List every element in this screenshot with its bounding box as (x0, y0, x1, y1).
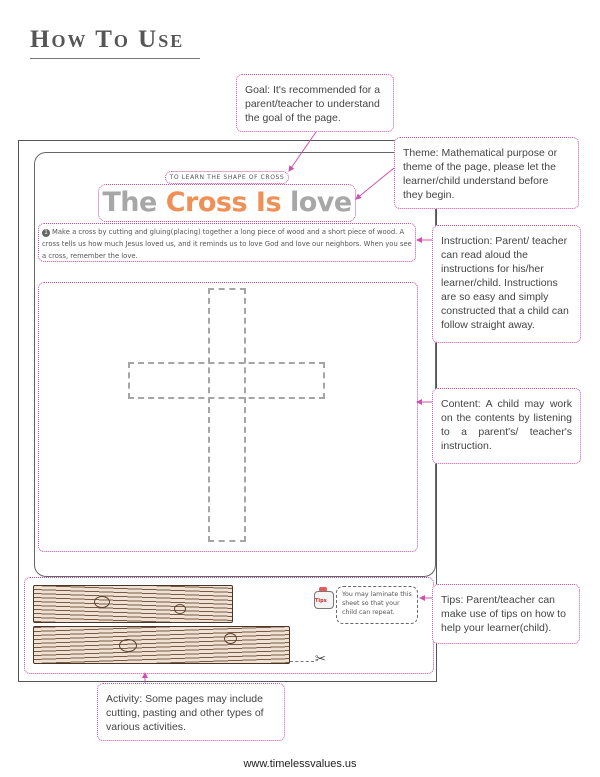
wood-knot (174, 604, 186, 614)
callout-activity: Activity: Some pages may include cutting, pasting and other types of various activities. (97, 683, 285, 741)
title-word-is: Is (255, 187, 282, 218)
callout-goal: Goal: It's recommended for a parent/teacher to understand the goal of the page. (236, 74, 394, 132)
wood-knot (224, 633, 237, 644)
numbered-bullet-icon: 1 (42, 229, 50, 237)
page-heading: How To Use (30, 26, 185, 53)
callout-tips: Tips: Parent/teacher can make use of tips on how to help your learner(child). (432, 584, 580, 644)
tips-icon-label: Tips (315, 598, 327, 604)
wood-knot (119, 639, 137, 652)
long-wood-piece[interactable] (33, 626, 290, 664)
title-word-love: love (289, 187, 352, 218)
title-word-the: The (102, 187, 157, 218)
callout-instruction: Instruction: Parent/ teacher can read aloud the instructions for his/her learner/child. Instructions are so easy and simply constructed that a child can follow straight away. (432, 225, 581, 343)
cut-guide-line (290, 661, 314, 662)
scissors-icon: ✂ (315, 652, 326, 667)
heading-underline (30, 58, 200, 59)
worksheet-subtitle: TO LEARN THE SHAPE OF CROSS (165, 171, 289, 184)
tips-jar-icon (309, 585, 335, 611)
instruction-text: Make a cross by cutting and gluing(placing) together a long piece of wood and a short piece of wood. A cross tells us how much Jesus loved us, and it reminds us to love God and love our neighbors. When you see a cross, remember the love. (42, 228, 412, 260)
cross-vertical-outline (208, 288, 246, 542)
worksheet-instruction (38, 223, 416, 262)
title-word-cross: Cross (165, 187, 248, 218)
short-wood-piece[interactable] (33, 585, 233, 623)
footer-url[interactable]: www.timelessvalues.us (243, 758, 357, 770)
wood-knot (94, 596, 110, 608)
callout-theme: Theme: Mathematical purpose or theme of the page, please let the learner/child understand before they begin. (394, 137, 579, 209)
tips-note: You may laminate this sheet so that your child can repeat. (336, 586, 418, 624)
cross-horizontal-outline (128, 362, 325, 399)
callout-content: Content: A child may work on the contents by listening to a parent's/ teacher's instruction. (432, 388, 581, 464)
worksheet-title (98, 184, 356, 222)
